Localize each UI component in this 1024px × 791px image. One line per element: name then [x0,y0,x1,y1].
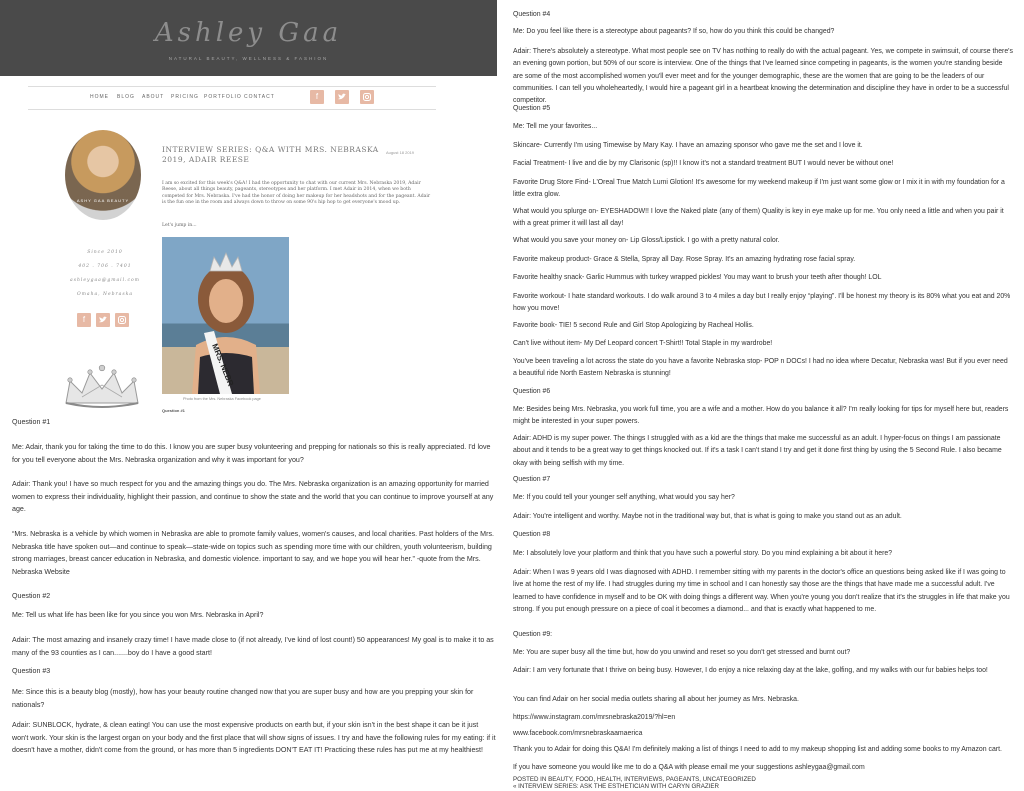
q1-question: Me: Adair, thank you for taking the time to do this. I know you are super busy volunteering and prepping for nationals so this is really appreciated. I'd love for you tell everyone about the Mrs. Nebraska organization and why it was important for you? [12,443,491,464]
q9-question: Me: You are super busy all the time but, how do you unwind and reset so you don't get stressed and burnt out? [513,649,851,656]
nav-about[interactable]: ABOUT [142,94,165,100]
q9-heading: Question #9: [513,631,553,638]
sidebar-phone: 402 . 706 . 7401 [78,264,132,269]
q7-question: Me: If you could tell your younger self anything, what would you say her? [513,494,735,501]
post-categories[interactable]: POSTED IN BEAUTY, FOOD, HEALTH, INTERVIEWS, PAGEANTS, UNCATEGORIZED [513,776,756,783]
nav-contact[interactable]: CONTACT [244,94,275,100]
q6-question: Me: Besides being Mrs. Nebraska, you work full time, you are a wife and a mother. How do you balance it all? I'm really looking for tips for myself here but, readers might be interested in your super powers. [513,406,1009,426]
post-intro: I am so excited for this week's Q&A! I had the opportunity to chat with our current Mrs. Nebraska 2019, Adair Reese, about all things beauty, pageants, stereotypes and her platform. I met Adair in 2014, when we both competed for Mrs. Nebraska. I've had the honor of doing her makeup for her headshots and for the pageant. Adair is the fun one in the room and always down to throw on some 90's hip hop to get everyone's mood up. [162,181,431,206]
q3-question: Me: Since this is a beauty blog (mostly), how has your beauty routine changed now that you are super busy and how are you prepping your skin for nationals? [12,688,474,709]
q8-heading: Question #8 [513,531,551,538]
previous-post-link[interactable]: « INTERVIEW SERIES: ASK THE ESTHETICIAN WITH CARYN GRAZIER [513,783,719,790]
q4-answer: Adair: There's absolutely a stereotype. What most people see on TV has nothing to really do with the actual pageant. Yes, we compete in swimsuit, of course there's an evening gown portion, but 50% of our score is interview. One of the things that I've learned since competing in pageants, is the women you're standing beside are some of the most accomplished women you'll ever meet and for the younger demographic, these are the women that are going to be the leaders of our communities. I can tell you wholeheartedly, I would hire a pageant girl in a heartbeat knowing the determination and discipline they have in order to be a successful competitor. [513,48,1013,105]
fav-splurge: What would you splurge on- EYESHADOW!! I love the Naked plate (any of them) Quality is key in eye make up for me. You only need a little and when you pair it with a great primer it will last all day! [513,208,1004,228]
facebook-link[interactable]: www.facebook.com/mrsnebraskaamaerica [513,730,643,737]
thank-you-text: Thank you to Adair for doing this Q&A! I'm definitely making a list of things I need to add to my makeup shopping list and adding some books to my Amazon cart. [513,746,1002,753]
q2-question: Me: Tell us what life has been like for you since you won Mrs. Nebraska in April? [12,611,264,619]
fav-book: Favorite book- TIE! 5 second Rule and Girl Stop Apologizing by Racheal Hollis. [513,322,754,329]
suggestion-text: If you have someone you would like me to do a Q&A with please email me your suggestions ashleygaa@gmail.com [513,764,865,771]
mrs-nebraska-photo [162,237,289,394]
q8-question: Me: I absolutely love your platform and think that you have such a powerful story. Do you mind explaining a bit about it here? [513,550,893,557]
fav-workout: Favorite workout- I hate standard workouts. I do walk around 3 to 4 miles a day but I really enjoy “playing”. I'll be honest my theory is its 80% what you eat and 20% how you move! [513,293,1011,313]
facebook-icon[interactable]: f [310,90,324,104]
instagram-icon[interactable] [360,90,374,104]
question-1-small-heading: Question #1 [162,408,185,413]
site-logo[interactable]: Ashley Gaa [154,18,343,48]
q2-heading: Question #2 [12,592,51,600]
fav-facial-treatment: Facial Treatment- I live and die by my Clarisonic (sp)!! I know it's not a standard treatment BUT I would never be without one! [513,160,894,167]
post-jump-text: Let's jump in... [162,223,197,228]
post-date: August 18 2019 [386,150,415,155]
instagram-link[interactable]: https://www.instagram.com/mrsnebraska2019/?hl=en [513,714,676,721]
q3-heading: Question #3 [12,667,51,675]
sidebar-instagram-icon[interactable] [115,313,129,327]
sidebar-email[interactable]: ashleygaa@gmail.com [70,278,140,283]
sidebar-facebook-icon[interactable]: f [77,313,91,327]
nav-portfolio[interactable]: PORTFOLIO [204,94,242,100]
q1-answer: Adair: Thank you! I have so much respect for you and the amazing things you do. The Mrs. Nebraska organization is an amazing opportunity for married women to express their individuality, highlight their passion, and continue to show the state and the world that you can continue to improve yourself at any age. [12,480,494,513]
sidebar-twitter-icon[interactable] [96,313,110,327]
q4-question: Me: Do you feel like there is a stereotype about pageants? If so, how do you think this could be changed? [513,28,835,35]
nav-blog[interactable]: BLOG [117,94,135,100]
q9-answer: Adair: I am very fortunate that I thrive on being busy. However, I do enjoy a nice relaxing day at the lake, golfing, and my walks with our fur babies helps too! [513,667,988,674]
photo-sash-text: MRS. NEBR [210,342,236,388]
twitter-icon[interactable] [335,90,349,104]
q1-heading: Question #1 [12,418,51,426]
photo-caption: Photo from the Mrs. Nebraska Facebook page [183,397,261,401]
author-avatar [65,130,141,220]
sidebar-location: Omaha, Nebraska [76,292,134,297]
q2-answer: Adair: The most amazing and insanely crazy time! I have made close to (if not already, I've kind of lost count!) 50 appearances! My goal is to make it to as many of the 93 counties as I can.......boy do I have a good start! [12,636,494,657]
avatar-label: ASHY GAA BEAUTY [76,198,130,203]
q1-quote: “Mrs. Nebraska is a vehicle by which women in Nebraska are able to promote family values, women's causes, and local charities. Past holders of the Mrs. Nebraska title have spoken out—and continue to speak—state-wide on topics such as spending more time with our children, youth volunteerism, building strong marriages, breast cancer education in Nebraska, and domestic violence. important to say, and we hope you will hear her.” -quote from the Mrs. Nebraska Website [12,530,494,576]
site-tagline: NATURAL BEAUTY, WELLNESS & FASHION [168,56,329,61]
q3-answer: Adair: SUNBLOCK, hydrate, & clean eating! You can use the most expensive products on earth but, if your skin isn't in the best shape it can be it just won't work. Your skin is the largest organ on your body and the first place that will show signs of issues. I try and have the following rules for my eating: if it doesn't have a mother, didn't come from the ground, or has more than 5 ingredients DON'T EAT IT! Practicing these rules has put me at my healthiest! [12,721,496,754]
q7-answer: Adair: You're intelligent and worthy. Maybe not in the traditional way but, that is what is going to make you stand out as an adult. [513,513,902,520]
fav-drugstore-find: Favorite Drug Store Find- L'Oreal True Match Lumi Glotion! It's awesome for my weekend makeup if I'm just want some glow or I mix it in with my foundation for a little extra glow. [513,179,1005,199]
q6-heading: Question #6 [513,388,551,395]
fav-item: Can't live without item- My Def Leopard concert T-Shirt!! Total Staple in my wardrobe! [513,340,773,347]
nav-pricing[interactable]: PRICING [171,94,199,100]
social-intro: You can find Adair on her social media outlets sharing all about her journey as Mrs. Nebraska. [513,696,799,703]
q4-heading: Question #4 [513,11,551,18]
fav-skincare: Skincare- Currently I'm using Timewise by Mary Kay. I have an amazing sponsor who gave me the set and I love it. [513,142,863,149]
q5-question: Me: Tell me your favorites... [513,123,598,130]
fav-nebraska-stop: You've been traveling a lot across the state do you have a favorite Nebraska stop- POP n DOCs! I had no idea where Decatur, Nebraska was! But if you ever need a beautiful ride North Eastern Nebraska is stunning! [513,358,1008,378]
sidebar-since: Since 2010 [87,250,123,255]
q5-heading: Question #5 [513,105,551,112]
fav-makeup-product: Favorite makeup product- Grace & Stella, Spray all Day. Rose Spray. It's an amazing hydrating rose facial spray. [513,256,856,263]
q6-answer: Adair: ADHD is my super power. The things I struggled with as a kid are the things that make me successful as an adult. I hyper-focus on things I am passionate about and it tends to be a great way to get things knocked out. If it's a task I can't stand I try and get it done first thing by using the 5 Second Rule. I also became okay with being selfish with my time. [513,435,1002,467]
post-title[interactable]: INTERVIEW SERIES: Q&A WITH MRS. NEBRASKA 2019, ADAIR REESE [162,145,379,164]
fav-save: What would you save your money on- Lip Gloss/Lipstick. I go with a pretty natural color. [513,237,780,244]
main-nav [28,86,436,110]
fav-snack: Favorite healthy snack- Garlic Hummus with turkey wrapped pickles! You may want to brush your teeth after though! LOL [513,274,882,281]
q7-heading: Question #7 [513,476,551,483]
crown-icon [60,363,144,411]
nav-home[interactable]: HOME [90,94,109,100]
q8-answer: Adair: When I was 9 years old I was diagnosed with ADHD. I remember sitting with my parents in the doctor's office an questions being asked like if I was going to live at home the rest of my life. I had struggles during my time in school and I can honestly say those are the things that have made me a successful adult. I've learned to have confidence in myself and to be OK with doing things a different way. When you're young you don't realize that it's the struggles in life that make you strong. If you put enough pressure on a piece of coal it becomes a diamond... and that is exactly what happened to me. [513,569,1010,613]
